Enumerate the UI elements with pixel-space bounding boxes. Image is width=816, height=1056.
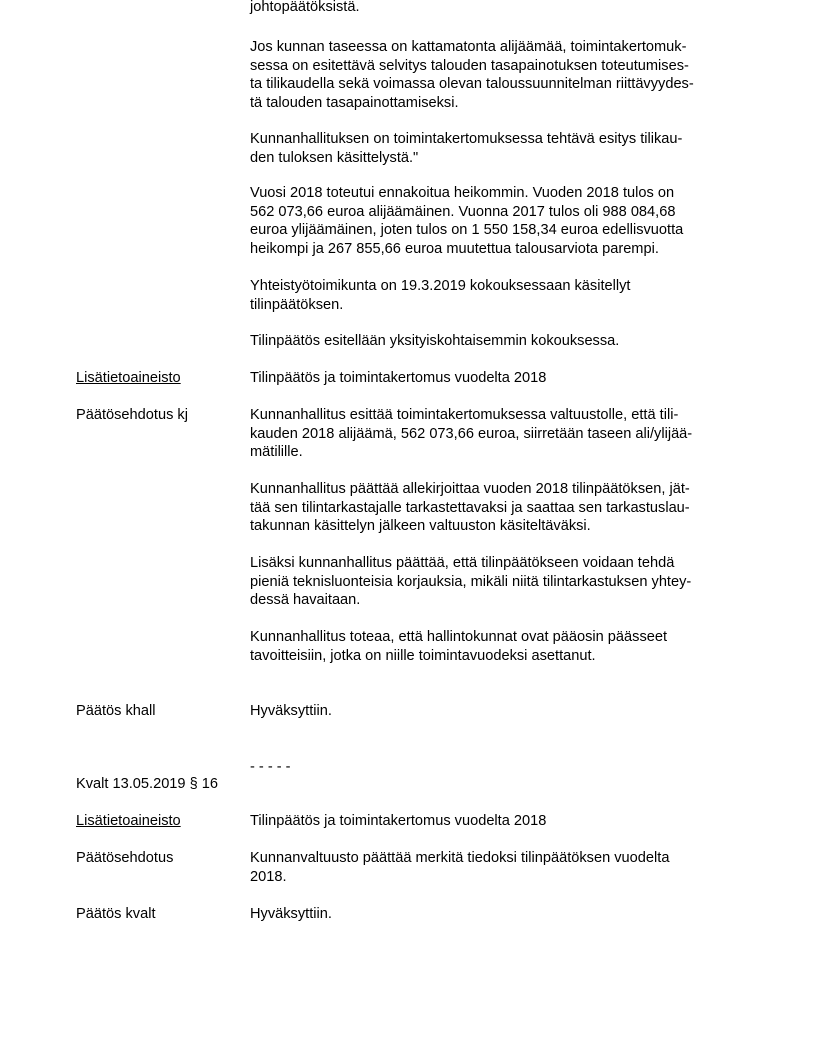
- proposal-paragraph: Kunnanhallitus päättää allekirjoittaa vuoden 2018 tilinpäätöksen, jät- tää sen tilintarkastajalle tarkastettavaksi ja saattaa sen tarkastuslau- takunnan käsittelyn jälkeen valtuuston käsiteltäväksi.: [250, 481, 690, 534]
- attachment-value: Tilinpäätös ja toimintakertomus vuodelta 2018: [250, 370, 547, 386]
- presentation-paragraph: Tilinpäätös esitellään yksityiskohtaisemmin kokouksessa.: [250, 333, 620, 349]
- attachment-label: Lisätietoaineisto: [76, 813, 181, 829]
- attachment-value: Tilinpäätös ja toimintakertomus vuodelta 2018: [250, 813, 547, 829]
- proposal-paragraph: Kunnanhallitus toteaa, että hallintokunnat ovat pääosin päässeet tavoitteisiin, jotka on niille toimintavuodeksi asettanut.: [250, 629, 668, 664]
- proposal-paragraph: Lisäksi kunnanhallitus päättää, että tilinpäätökseen voidaan tehdä pieniä teknisluonteisia korjauksia, mikäli niitä tilintarkastuksen yhtey- dessä havaitaan.: [250, 555, 692, 608]
- decision-value: Hyväksyttiin.: [250, 906, 332, 922]
- decision-label: Päätös kvalt: [76, 906, 156, 922]
- attachment-label: Lisätietoaineisto: [76, 370, 181, 386]
- decision-value: Hyväksyttiin.: [250, 703, 332, 719]
- result-paragraph: Vuosi 2018 toteutui ennakoitua heikommin. Vuoden 2018 tulos on 562 073,66 euroa alijäämäinen. Vuonna 2017 tulos oli 988 084,68 euroa ylijäämäinen, joten tulos on 1 550 158,34 euroa edellisvuotta heikompi ja 267 855,66 euroa muutettua talousarviota parempi.: [250, 185, 684, 257]
- proposal-label: Päätösehdotus kj: [76, 407, 188, 423]
- proposal-value: Kunnanvaltuusto päättää merkitä tiedoksi tilinpäätöksen vuodelta 2018.: [250, 850, 670, 885]
- decision-label: Päätös khall: [76, 703, 156, 719]
- section-heading: Kvalt 13.05.2019 § 16: [76, 776, 218, 792]
- committee-paragraph: Yhteistyötoimikunta on 19.3.2019 kokouksessaan käsitellyt tilinpäätöksen.: [250, 278, 631, 313]
- section-separator: - - - - -: [250, 759, 291, 775]
- proposal-paragraph: Kunnanhallitus esittää toimintakertomuksessa valtuustolle, että tili- kauden 2018 alijäämä, 562 073,66 euroa, siirretään taseen ali/ylijää- mätilille.: [250, 407, 693, 460]
- quote-paragraph: Jos kunnan taseessa on kattamatonta alijäämää, toimintakertomuk- sessa on esitettävä selvitys talouden tasapainotuksen toteutumises- ta tilikaudella sekä voimassa olevan taloussuunnitelman riittävyydes- tä talouden tasapainottamiseksi.: [250, 39, 694, 111]
- proposal-label: Päätösehdotus: [76, 850, 174, 866]
- quote-paragraph: Kunnanhallituksen on toimintakertomuksessa tehtävä esitys tilikau- den tuloksen käsittelystä.": [250, 131, 683, 166]
- intro-tail-text: johtopäätöksistä.: [250, 0, 360, 15]
